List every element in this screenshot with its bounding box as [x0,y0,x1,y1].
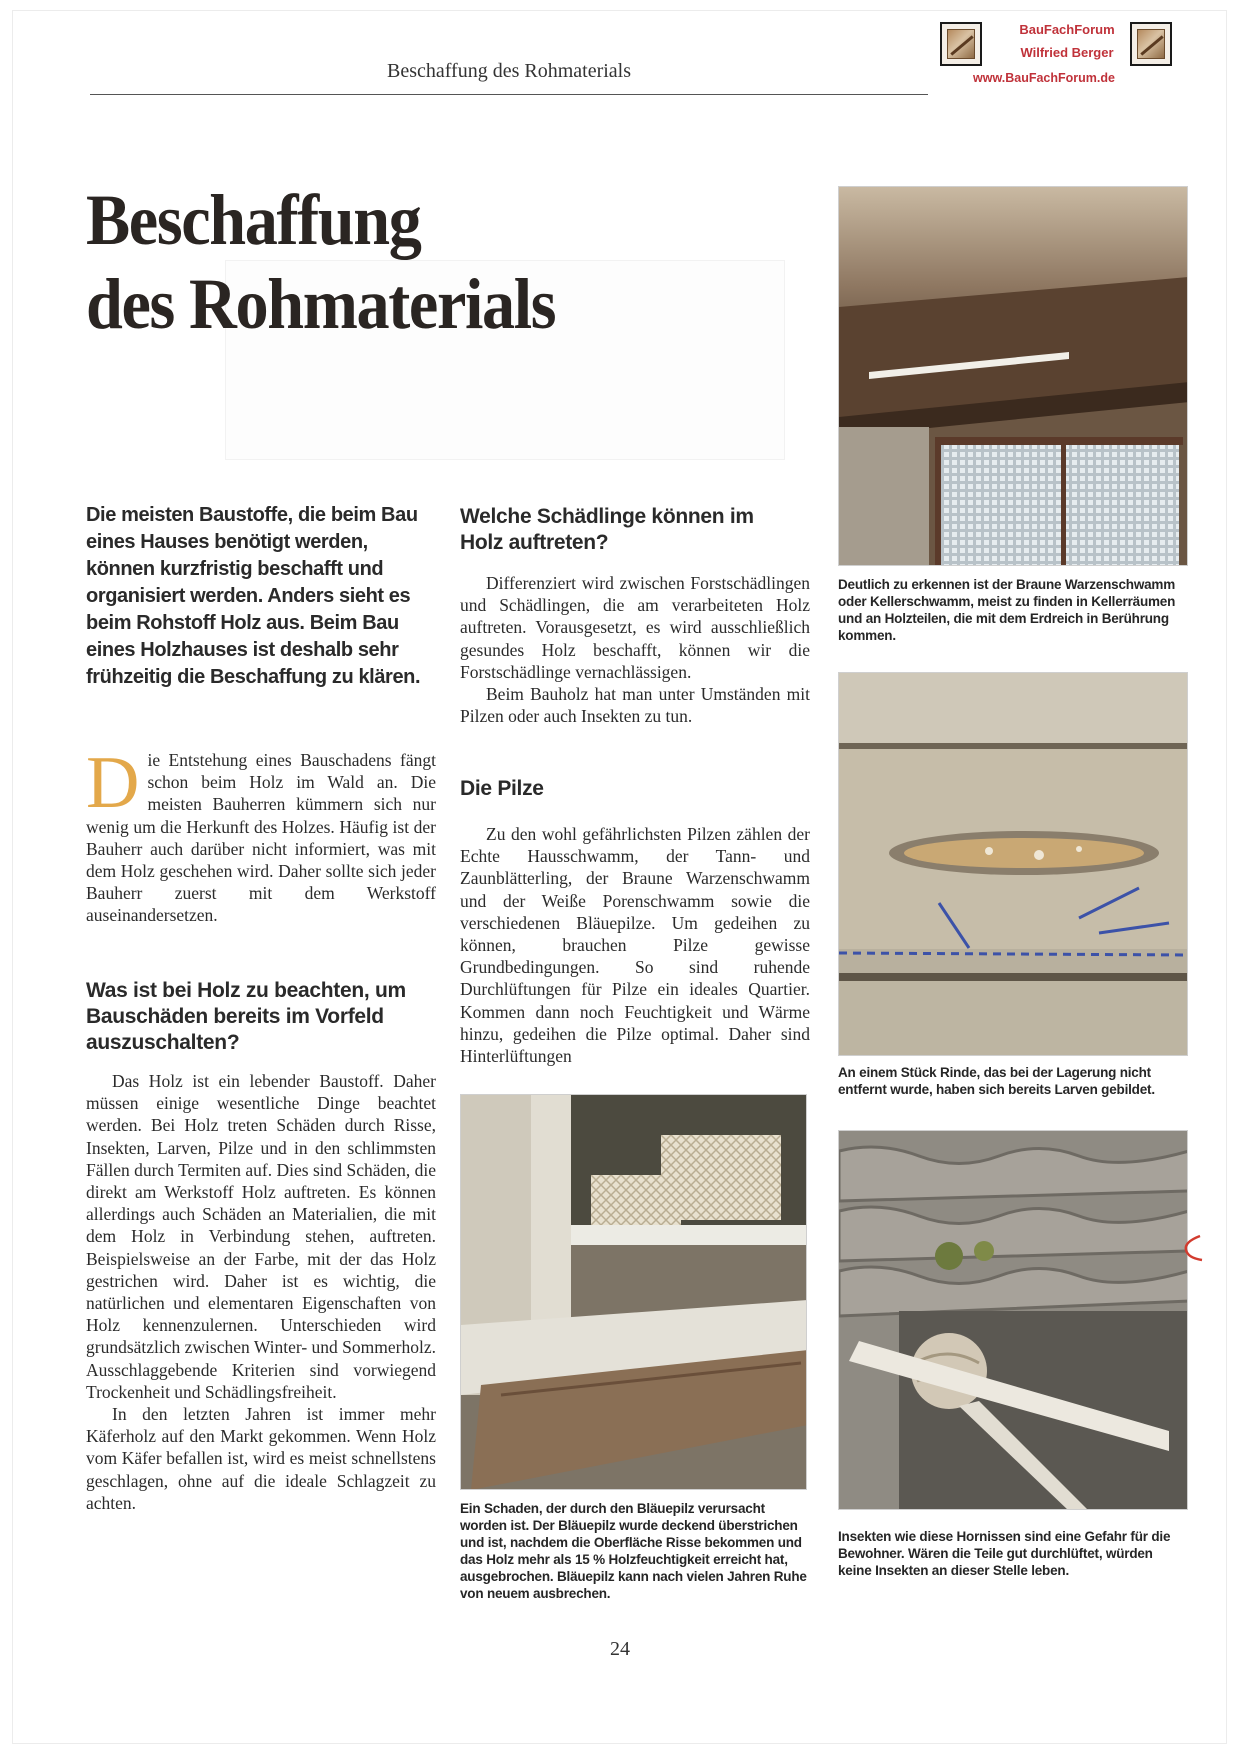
page-number: 24 [610,1638,630,1660]
caption-photo-1: Deutlich zu erkennen ist der Braune Warzenschwamm oder Kellerschwamm, meist zu finden in Kellerräumen und an Holzteilen, die mit dem Erdreich in Berührung kommen. [838,577,1176,643]
header-rule [90,94,928,95]
logo-url[interactable]: www.BauFachForum.de [973,71,1115,85]
section1-paragraph-2: In den letzten Jahren ist immer mehr Käferholz auf den Markt gekommen. Wenn Holz vom Käfer befallen ist, wird es meist schnellstens geschlagen, ohne auf die ideale Schlagzeit zu achten. [86,1404,436,1513]
logo-line-2: Wilfried Berger [1020,45,1114,60]
intro-paragraph [86,742,436,927]
logo-right-icon [1130,22,1172,66]
logo-left-icon [940,22,982,66]
caption-photo-4: Insekten wie diese Hornissen sind eine Gefahr für die Bewohner. Wären die Teile gut durchlüftet, würden keine Insekten an dieser Stelle leben. [838,1529,1171,1578]
section-heading-holz: Was ist bei Holz zu beachten, um Bauschäden bereits im Vorfeld auszuschalten? [86,979,406,1054]
photo-cellar-fungus [838,186,1188,566]
article-title-line-2: des Rohmaterials [86,264,556,344]
section-heading-schaedlinge: Welche Schädlinge können im Holz auftreten? [460,505,754,554]
column-2-upper [460,572,810,727]
photo-wood-larvae [838,672,1188,1056]
caption-photo-2: An einem Stück Rinde, das bei der Lagerung nicht entfernt wurde, haben sich bereits Larven gebildet. [838,1065,1155,1097]
red-pen-mark [1178,1232,1204,1266]
photo-hornets-roof [838,1130,1188,1510]
column-1 [86,742,436,927]
section2-paragraph-1: Differenziert wird zwischen Forstschädlingen und Schädlingen, die am verarbeiteten Holz auftreten. Vorausgesetzt, es wird ausschließlich gesundes Holz beschafft, können wir die Forstschädlinge vernachlässigen. [460,573,810,682]
intro-text: ie Entstehung eines Bauschadens fängt schon beim Holz im Wald an. Die meisten Bauherren kümmern sich nur wenig um die Herkunft des Holzes. Häufig ist der Bauherr auch darüber nicht informiert, was mit dem Holz geschehen wird. Daher sollte sich jeder Bauherr zuerst mit dem Werkstoff auseinandersetzen. [86,750,436,926]
column-1-body [86,1070,436,1514]
section-heading-pilze: Die Pilze [460,777,544,800]
section2-paragraph-2: Beim Bauholz hat man unter Umständen mit Pilzen oder auch Insekten zu tun. [460,684,810,727]
photo-cellar-fungus-image [839,187,1188,566]
photo-hornets-roof-image [839,1131,1188,1510]
running-title: Beschaffung des Rohmaterials [386,60,631,82]
article-title-line-1: Beschaffung [86,180,421,260]
section1-paragraph-1: Das Holz ist ein lebender Baustoff. Daher müssen einige wesentliche Dinge beachtet werden. Bei Holz treten Schäden durch Risse, Insekten, Larven, Pilze und in den schlimmsten Fällen durch Termiten auf. Dies sind Schäden, die direkt am Werkstoff Holz auftreten. Es können allerdings auch Schäden an Materialien, die mit dem Holz in Verbindung stehen, auftreten. Beispielsweise an der Farbe, mit der das Holz gestrichen wird. Daher ist es wichtig, die natürlichen und elementaren Eigenschaften von Holz kennenzulernen. Unterschieden wird grundsätzlich zwischen Winter- und Sommerholz. Ausschlaggebende Kriterien sind vorwiegend Trockenheit und Schädlingsfreiheit. [86,1071,436,1402]
baufachforum-logo[interactable] [940,18,1195,96]
column-2-lower [460,823,810,1067]
logo-line-1: BauFachForum [1019,22,1115,37]
section3-paragraph-1: Zu den wohl gefährlichsten Pilzen zählen der Echte Hausschwamm, der Tann- und Zaunblätterling, der Braune Warzenschwamm und der Weiße Porenschwamm sowie die verschiedenen Bläuepilze. Um gedeihen zu können, brauchen Pilze gewisse Grundbedingungen. So sind ruhende Durchlüftungen für Pilze ein ideales Quartier. Kommen dann noch Feuchtigkeit und Wärme hinzu, gedeihen die Pilze optimal. Daher sind Hinterlüftungen [460,824,810,1067]
photo-window-sill [460,1094,807,1490]
drop-cap: D [86,742,140,824]
photo-wood-larvae-image [839,673,1188,1056]
article-title [86,178,555,346]
caption-photo-3: Ein Schaden, der durch den Bläuepilz verursacht worden ist. Der Bläuepilz wurde deckend überstrichen und ist, nachdem die Oberfläche Risse bekommen und das Holz mehr als 15 % Holzfeuchtigkeit erreicht hat, ausgebrochen. Bläuepilz kann nach vielen Jahren Ruhe von neuem ausbrechen. [460,1501,807,1601]
lead-paragraph: Die meisten Baustoffe, die beim Bau eines Hauses benötigt werden, können kurzfristig beschafft und organisiert werden. Anders sieht es beim Rohstoff Holz aus. Beim Bau eines Holzhauses ist deshalb sehr frühzeitig die Beschaffung zu klären. [86,504,421,688]
photo-window-sill-image [461,1095,807,1490]
